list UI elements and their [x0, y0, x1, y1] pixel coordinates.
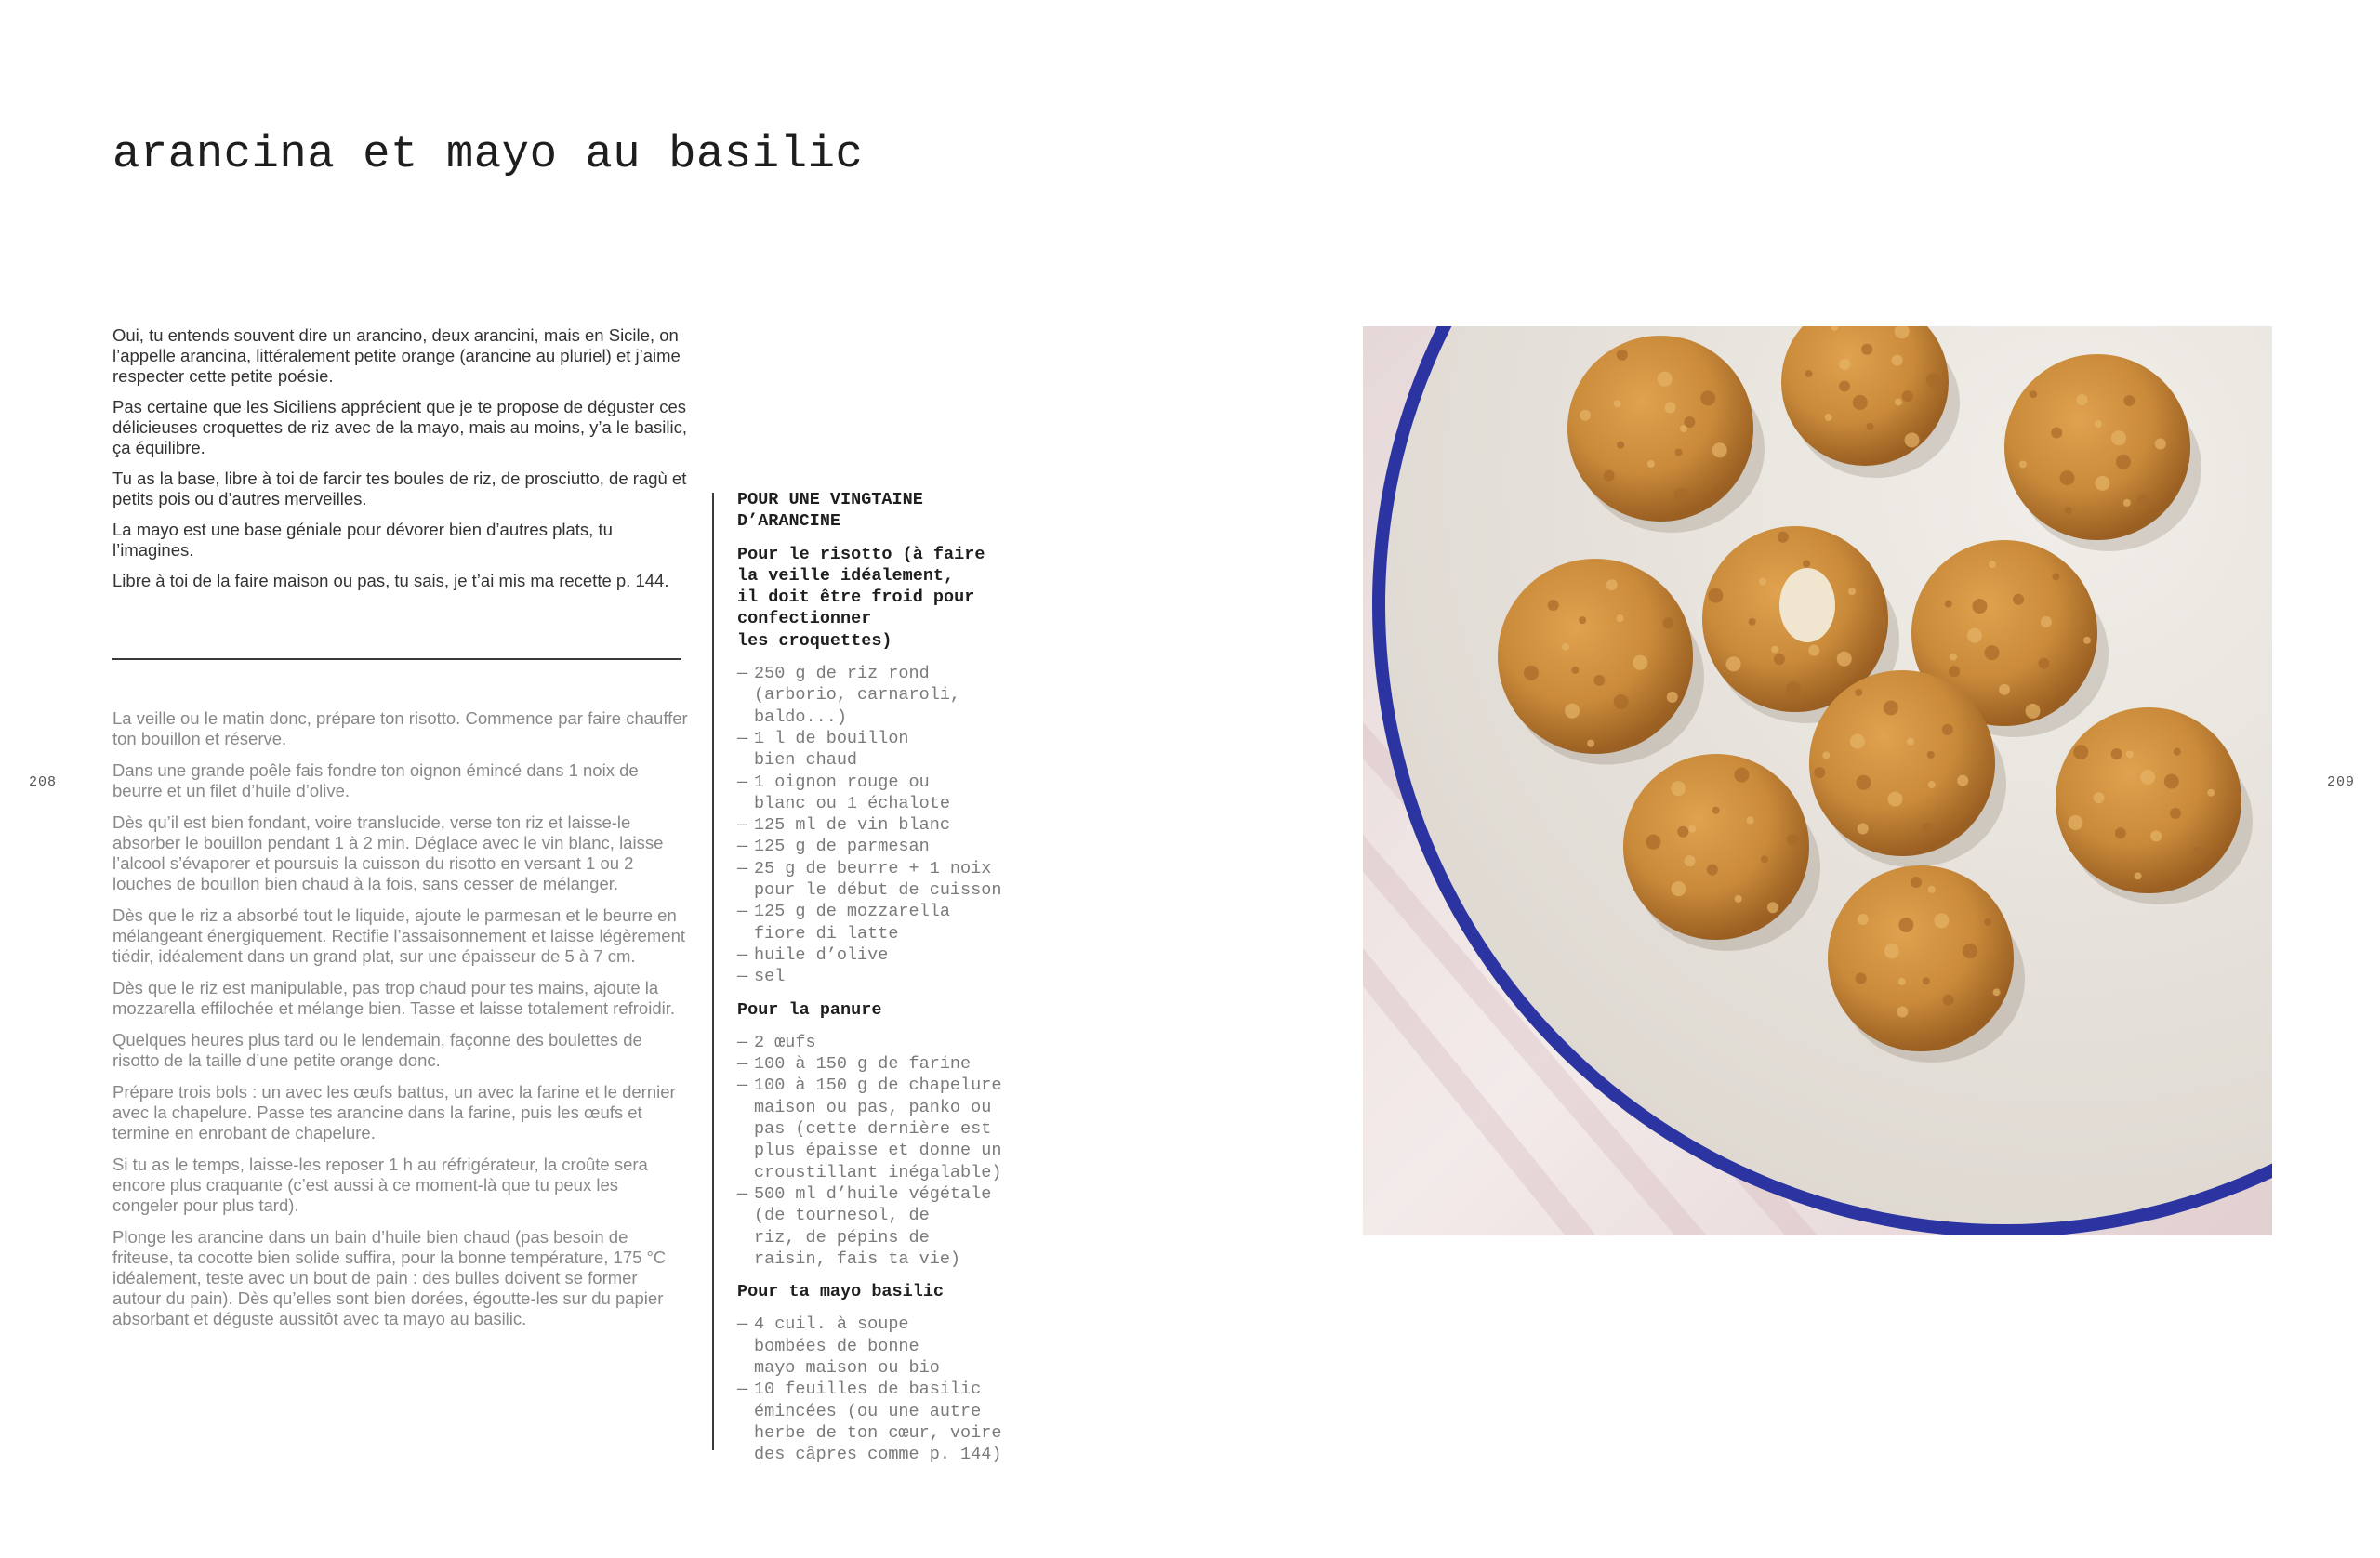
arancina-ball	[2056, 707, 2241, 893]
intro-paragraph: Tu as la base, libre à toi de farcir tes boules de riz, de prosciutto, de ragù et petits pois ou d’autres merveilles.	[112, 469, 687, 508]
crumb-texture	[2174, 748, 2181, 756]
ingredients-list	[737, 663, 1044, 987]
crumb-texture	[1945, 601, 1952, 608]
crumb-texture	[1950, 654, 1957, 661]
crumb-texture	[1787, 834, 1798, 845]
crumb-texture	[2083, 637, 2091, 644]
crumb-texture	[1749, 618, 1756, 626]
intro-paragraph: La mayo est une base géniale pour dévorer bien d’autres plats, tu l’imagines.	[112, 520, 613, 560]
ingredients-yield: POUR UNE VINGTAINE D’ARANCINE	[737, 490, 923, 532]
ingredients-list	[737, 1032, 1044, 1270]
page-title: arancina et mayo au basilic	[112, 128, 864, 180]
crumb-texture	[1927, 751, 1935, 759]
intro-text	[112, 325, 689, 601]
crumb-texture	[2194, 846, 2202, 853]
crumb-texture	[1935, 913, 1950, 928]
crumb-texture	[1902, 390, 1913, 402]
crumb-texture	[1735, 895, 1742, 903]
crumb-texture	[1803, 561, 1810, 568]
crumb-texture	[1967, 628, 1982, 643]
crumb-texture	[1895, 399, 1902, 406]
crumb-texture	[1926, 373, 1941, 388]
crumb-texture	[2207, 789, 2215, 797]
crumb-texture	[1614, 400, 1621, 407]
ingredient-item: — 125 ml de vin blanc	[737, 814, 1044, 836]
crumb-texture	[1593, 675, 1605, 686]
crumb-texture	[1712, 442, 1727, 457]
crumb-texture	[1674, 488, 1689, 503]
crumb-texture	[2026, 704, 2041, 719]
page-number-right: 209	[2327, 774, 2356, 790]
crumb-texture	[1677, 826, 1688, 838]
crumb-texture	[1708, 588, 1723, 603]
crumb-texture	[1805, 370, 1813, 377]
crumb-texture	[2013, 594, 2024, 605]
crumb-texture	[2051, 428, 2062, 439]
crumb-texture	[2140, 770, 2155, 785]
crumb-texture	[1548, 600, 1559, 611]
crumb-texture	[1671, 881, 1686, 896]
crumb-texture	[1565, 704, 1580, 719]
crumb-texture	[1562, 643, 1569, 651]
crumb-texture	[1858, 823, 1869, 834]
crumb-texture	[1734, 768, 1749, 783]
crumb-texture	[2039, 658, 2050, 669]
crumb-texture	[1884, 944, 1899, 958]
crumb-texture	[1759, 578, 1766, 586]
method-step: La veille ou le matin donc, prépare ton risotto. Commence par faire chauffer ton bouillon et réserve.	[112, 708, 688, 748]
crumb-texture	[1911, 877, 1922, 888]
crumb-texture	[1684, 416, 1695, 428]
page-number-left: 208	[29, 774, 58, 790]
crumb-texture	[1707, 865, 1718, 876]
section-divider	[112, 658, 681, 660]
crumb-texture	[2030, 390, 2037, 398]
intro-paragraph: Oui, tu entends souvent dire un arancino, deux arancini, mais en Sicile, on l’appelle arancina, littéralement petite orange (arancine au pluriel) et j’aime respecter cette petite poésie.	[112, 325, 681, 386]
crumb-texture	[1943, 995, 1954, 1006]
crumb-texture	[1580, 410, 1591, 421]
method-step: Dès que le riz a absorbé tout le liquide, ajoute le parmesan et le beurre en mélangeant énergiquement. Rectifie l’assaisonnement et laisse légèrement tiédir, idéalement dans un grand plat, sur une épaisseur de 5 à 7 cm.	[112, 905, 685, 966]
crumb-texture	[1808, 645, 1819, 656]
crumb-texture	[1861, 344, 1872, 355]
crumb-texture	[2059, 470, 2074, 485]
crumb-texture	[2155, 438, 2166, 449]
crumb-texture	[1928, 886, 1936, 893]
crumb-texture	[1774, 654, 1785, 665]
crumb-texture	[1778, 532, 1789, 543]
crumb-texture	[1771, 646, 1778, 654]
crumb-texture	[2126, 750, 2134, 758]
crumb-texture	[1767, 902, 1778, 913]
crumb-texture	[1614, 694, 1629, 709]
crumb-texture	[1786, 681, 1801, 696]
crumb-texture	[2052, 573, 2059, 580]
ingredient-item: — 100 à 150 g de farine	[737, 1053, 1044, 1075]
crumb-texture	[1688, 825, 1696, 833]
crumb-texture	[1848, 588, 1856, 595]
crumb-texture	[1646, 835, 1660, 850]
ingredient-item: — 100 à 150 g de chapelure maison ou pas, panko ou pas (cette dernière est plus épaisse et donne un croustillant inégalable)	[737, 1075, 1044, 1182]
crumb-texture	[1989, 561, 1996, 568]
crumb-texture	[1923, 977, 1930, 984]
crumb-texture	[1665, 402, 1676, 413]
crumb-texture	[2068, 815, 2082, 830]
crumb-texture	[1685, 855, 1696, 866]
crumb-texture	[2019, 460, 2027, 468]
ingredient-item: — 4 cuil. à soupe bombées de bonne mayo maison ou bio	[737, 1314, 1044, 1379]
crumb-texture	[2111, 430, 2126, 445]
bitten-filling	[1779, 568, 1835, 642]
crumb-texture	[1907, 738, 1914, 746]
method-text	[112, 708, 689, 1340]
crumb-texture	[1942, 724, 1953, 735]
crumb-texture	[2135, 872, 2142, 879]
crumb-texture	[1957, 775, 1968, 786]
ingredient-item: — 1 l de bouillon bien chaud	[737, 728, 1044, 772]
crumb-texture	[2164, 774, 2179, 789]
crumb-texture	[1856, 775, 1871, 790]
crumb-texture	[1700, 390, 1715, 405]
crumb-texture	[1850, 734, 1865, 749]
method-step: Plonge les arancine dans un bain d’huile bien chaud (pas besoin de friteuse, ta cocotte bien solide suffira, pour la bonne température, 175 °C idéalement, teste avec un bout de pain : des bulles doivent se former autour du pain). Dès qu’elles sont bien dorées, égoutte-les sur du papier absorbant et déguste aussitôt avec ta mayo au basilic.	[112, 1227, 667, 1328]
crumb-texture	[1888, 792, 1903, 807]
crumb-texture	[1825, 414, 1832, 421]
crumb-texture	[1617, 350, 1628, 361]
arancine-plate-image	[1363, 326, 2272, 1235]
crumb-texture	[2065, 507, 2072, 514]
crumb-texture	[1898, 918, 1913, 932]
crumb-texture	[1905, 432, 1920, 447]
arancine-photo	[1363, 326, 2272, 1235]
crumb-texture	[1985, 645, 2000, 660]
crumb-texture	[1866, 423, 1873, 430]
ingredient-item: — sel	[737, 966, 1044, 987]
crumb-texture	[1898, 978, 1906, 985]
crumb-texture	[2123, 395, 2135, 406]
arancina-ball	[1498, 559, 1693, 754]
ingredient-item: — 10 feuilles de basilic émincées (ou une autre herbe de ton cœur, voire des câpres comme p. 144)	[737, 1379, 1044, 1465]
method-step: Dès qu’il est bien fondant, voire translucide, verse ton riz et laisse-le absorber le bouillon pendant 1 à 2 min. Déglace avec le vin blanc, laisse l’alcool s’évaporer et poursuis la cuisson du risotto en versant 1 ou 2 louches de bouillon bien chaud à la fois, sans cesser de mélanger.	[112, 812, 664, 893]
crumb-texture	[2095, 476, 2109, 491]
crumb-texture	[1617, 614, 1624, 622]
arancina-ball	[1567, 336, 1753, 522]
crumb-texture	[1892, 355, 1903, 366]
crumb-texture	[1922, 823, 1933, 834]
crumb-texture	[1747, 816, 1754, 824]
crumb-texture	[1814, 767, 1825, 778]
crumb-texture	[1571, 667, 1579, 674]
crumb-texture	[1839, 359, 1850, 370]
ingredient-item: — 125 g de parmesan	[737, 836, 1044, 857]
crumb-texture	[2095, 420, 2102, 428]
crumb-texture	[2111, 748, 2122, 759]
ingredients-section-heading: Pour le risotto (à faire la veille idéalement, il doit être froid pour confectionner les croquettes)	[737, 544, 985, 651]
crumb-texture	[1839, 380, 1850, 391]
crumb-texture	[1984, 918, 1991, 926]
crumb-texture	[1855, 689, 1862, 696]
crumb-texture	[1617, 442, 1624, 449]
crumb-texture	[1604, 470, 1615, 482]
crumb-texture	[2076, 394, 2087, 405]
ingredients-section-heading: Pour la panure	[737, 999, 882, 1020]
crumb-texture	[2041, 616, 2052, 627]
ingredients-section-heading: Pour ta mayo basilic	[737, 1282, 945, 1302]
crumb-texture	[1856, 973, 1867, 984]
intro-paragraph: Pas certaine que les Siciliens apprécient que je te propose de déguster ces délicieuses croquettes de riz avec de la mayo, mais au moins, y’a le basilic, ça équilibre.	[112, 397, 687, 457]
crumb-texture	[1579, 616, 1586, 624]
crumb-texture	[2150, 830, 2162, 841]
method-step: Dans une grande poêle fais fondre ton oignon émincé dans 1 noix de beurre et un filet d’huile d’olive.	[112, 760, 639, 800]
intro-paragraph: Libre à toi de la faire maison ou pas, tu sais, je t’ai mis ma recette p. 144.	[112, 571, 669, 590]
crumb-texture	[1587, 740, 1594, 747]
arancina-ball	[1828, 865, 2014, 1051]
crumb-texture	[1658, 372, 1673, 387]
crumb-texture	[1999, 684, 2010, 695]
crumb-texture	[1761, 855, 1768, 863]
crumb-texture	[1993, 988, 2001, 996]
ingredient-item: — 125 g de mozzarella fiore di latte	[737, 901, 1044, 944]
crumb-texture	[1837, 652, 1852, 667]
crumb-texture	[1963, 944, 1977, 958]
crumb-texture	[2137, 495, 2149, 506]
crumb-texture	[2073, 745, 2088, 759]
crumb-texture	[2116, 455, 2131, 469]
crumb-texture	[1667, 692, 1678, 703]
crumb-texture	[1675, 449, 1683, 456]
crumb-texture	[1633, 655, 1647, 670]
crumb-texture	[1897, 1006, 1908, 1017]
crumb-texture	[1712, 807, 1720, 814]
ingredients-rule	[712, 493, 714, 1450]
method-step: Quelques heures plus tard ou le lendemain, façonne des boulettes de risotto de la taille d’une petite orange donc.	[112, 1030, 642, 1070]
crumb-texture	[1928, 781, 1936, 788]
ingredient-item: — 250 g de riz rond (arborio, carnaroli, baldo...)	[737, 663, 1044, 728]
crumb-texture	[1662, 617, 1673, 628]
ingredient-item: — huile d’olive	[737, 944, 1044, 966]
method-step: Si tu as le temps, laisse-les reposer 1 h au réfrigérateur, la croûte sera encore plus craquante (c’est aussi à ce moment-là que tu peux les congeler pour plus tard).	[112, 1155, 648, 1215]
crumb-texture	[2094, 792, 2105, 803]
arancina-ball	[1809, 670, 1995, 856]
ingredients-list	[737, 1314, 1044, 1465]
crumb-texture	[1972, 599, 1987, 614]
crumb-texture	[1647, 460, 1655, 468]
crumb-texture	[1606, 579, 1618, 590]
crumb-texture	[1884, 701, 1898, 716]
crumb-texture	[1671, 781, 1686, 796]
ingredient-item: — 1 oignon rouge ou blanc ou 1 échalote	[737, 772, 1044, 815]
crumb-texture	[2123, 499, 2131, 507]
method-step: Dès que le riz est manipulable, pas trop chaud pour tes mains, ajoute la mozzarella effilochée et mélange bien. Tasse et laisse totalement refroidir.	[112, 978, 676, 1018]
crumb-texture	[2170, 808, 2181, 819]
crumb-texture	[1726, 656, 1741, 671]
method-step: Prépare trois bols : un avec les œufs battus, un avec la farine et le dernier avec la chapelure. Passe tes arancine dans la farine, puis les œufs et termine en enrobant de chapelure.	[112, 1082, 676, 1142]
ingredient-item: — 500 ml d’huile végétale (de tournesol, de riz, de pépins de raisin, fais ta vie)	[737, 1183, 1044, 1270]
ingredient-item: — 2 œufs	[737, 1032, 1044, 1053]
crumb-texture	[1822, 751, 1830, 759]
crumb-texture	[1858, 914, 1869, 925]
crumb-texture	[1524, 666, 1539, 680]
ingredient-item: — 25 g de beurre + 1 noix pour le début de cuisson	[737, 858, 1044, 902]
crumb-texture	[1949, 666, 1960, 677]
crumb-texture	[1853, 395, 1868, 410]
ingredients-panel	[737, 489, 1044, 1476]
crumb-texture	[2115, 827, 2126, 838]
